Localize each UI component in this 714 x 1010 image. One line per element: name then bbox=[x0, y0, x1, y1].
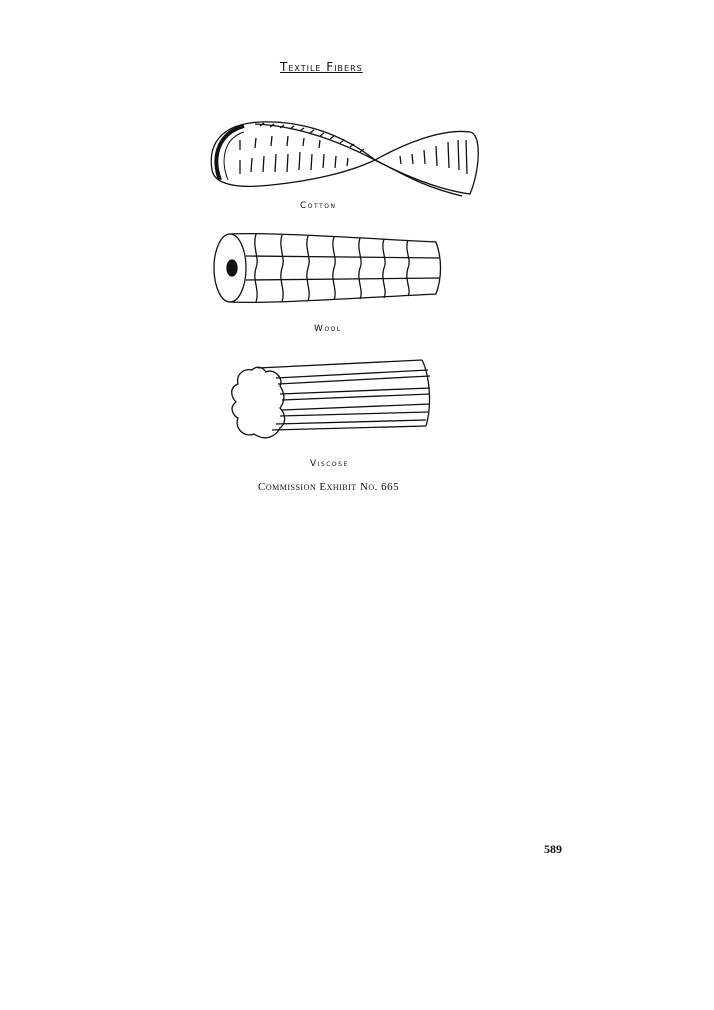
cotton-label: Cotton bbox=[300, 201, 337, 211]
wool-label: Wool bbox=[314, 324, 342, 334]
exhibit-caption: Commission Exhibit No. 665 bbox=[258, 481, 400, 493]
viscose-label: Viscose bbox=[310, 459, 349, 469]
page-number: 589 bbox=[544, 842, 562, 856]
wool-fiber-icon bbox=[208, 228, 448, 308]
viscose-fiber-icon bbox=[222, 356, 442, 446]
cotton-fiber-icon bbox=[200, 110, 490, 205]
page-title: Textile Fibers bbox=[280, 60, 363, 74]
